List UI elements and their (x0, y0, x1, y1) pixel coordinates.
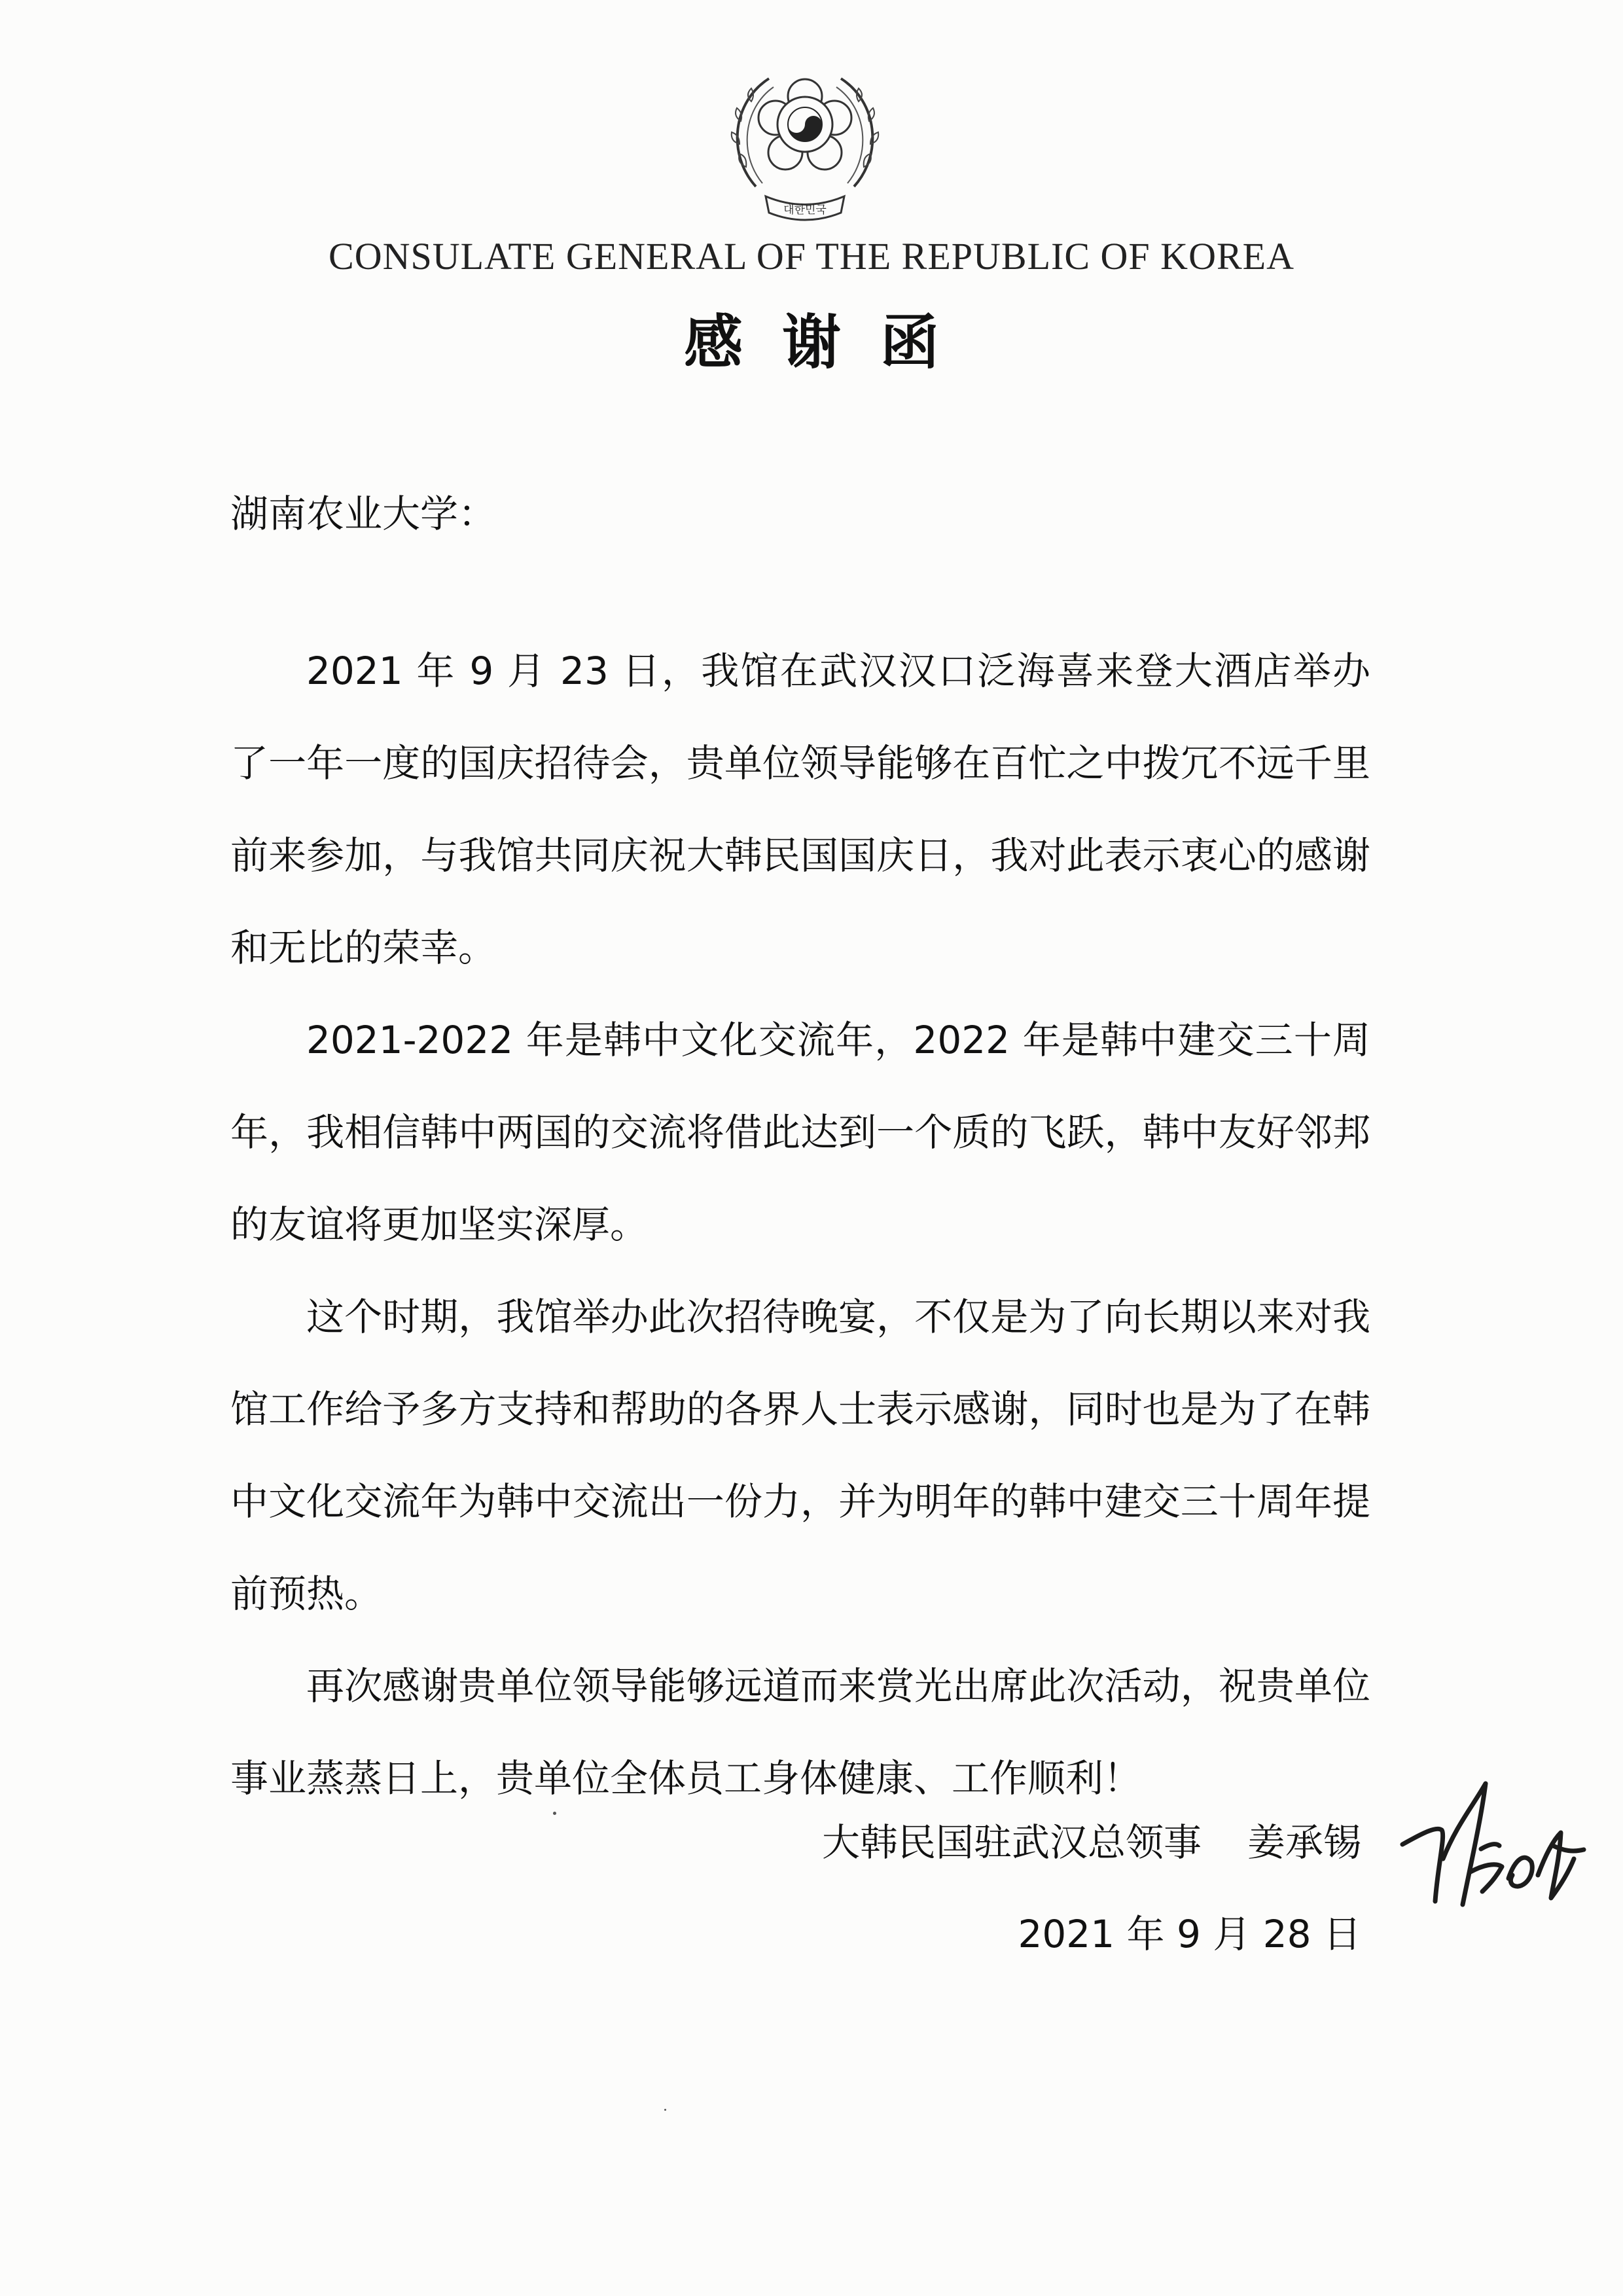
signer-line (822, 1816, 1361, 1869)
consulate-name: CONSULATE GENERAL OF THE REPUBLIC OF KOREA (329, 235, 1294, 278)
scan-speck (553, 1812, 556, 1815)
signature-block (822, 1816, 1361, 1960)
paragraph: 2021-2022 年是韩中文化交流年，2022 年是韩中建交三十周年，我相信韩中两国的交流将借此达到一个质的飞跃，韩中友好邻邦的友谊将更加坚实深厚。 (230, 1018, 1370, 1247)
paragraph: 2021 年 9 月 23 日，我馆在武汉汉口泛海喜来登大酒店举办了一年一度的国庆招待会，贵单位领导能够在百忙之中拨冗不远千里前来参加，与我馆共同庆祝大韩民国国庆日，我对此表示衷心的感谢和无比的荣幸。 (230, 649, 1370, 970)
paragraph: 再次感谢贵单位领导能够远道而来赏光出席此次活动，祝贵单位事业蒸蒸日上，贵单位全体员工身体健康、工作顺利！ (230, 1664, 1370, 1801)
signer-name: 姜承锡 (1247, 1820, 1361, 1865)
emblem-ribbon-text: 대한민국 (783, 204, 827, 217)
paragraph: 这个时期，我馆举办此次招待晚宴，不仅是为了向长期以来对我馆工作给予多方支持和帮助的各界人士表示感谢，同时也是为了在韩中文化交流年为韩中交流出一份力，并为明年的韩中建交三十周年提前预热。 (230, 1295, 1370, 1616)
korea-emblem-icon (720, 56, 890, 229)
handwritten-signature-icon (1397, 1767, 1594, 1964)
page-title: 感谢函 (684, 308, 978, 377)
scan-speck (664, 2109, 666, 2111)
letter-date: 2021 年 9 月 28 日 (1018, 1912, 1361, 1956)
recipient: 湖南农业大学： (230, 492, 497, 536)
letter-body (230, 625, 1370, 1825)
signer-title: 大韩民国驻武汉总领事 (821, 1820, 1202, 1865)
